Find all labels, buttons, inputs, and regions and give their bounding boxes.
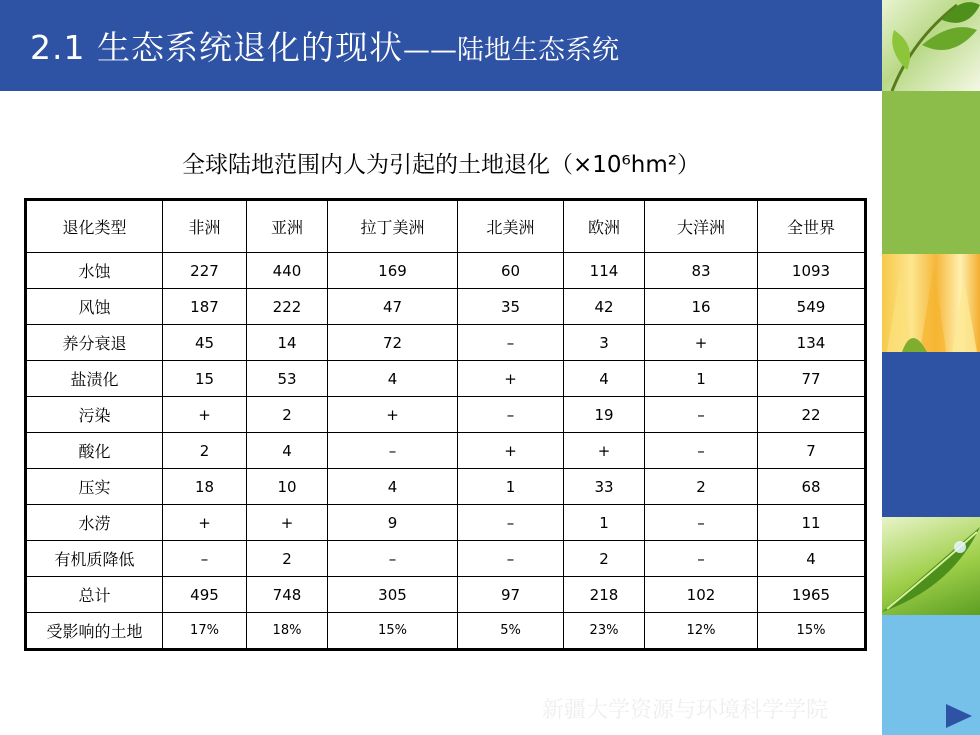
table-cell: 16 [645, 289, 758, 325]
slide-title-dash: —— [402, 35, 457, 66]
row-label: 酸化 [26, 433, 163, 469]
table-cell: 15 [163, 361, 247, 397]
table-cell: – [458, 505, 564, 541]
table-cell: 10 [247, 469, 328, 505]
table-cell: 53 [247, 361, 328, 397]
table-cell: + [458, 361, 564, 397]
table-cell: 2 [564, 541, 645, 577]
table-cell: 18 [163, 469, 247, 505]
table-cell: 72 [328, 325, 458, 361]
table-cell: – [458, 397, 564, 433]
row-label: 有机质降低 [26, 541, 163, 577]
table-cell: 7 [758, 433, 866, 469]
table-row [26, 361, 866, 397]
table-cell: 68 [758, 469, 866, 505]
table-cell: + [163, 397, 247, 433]
table-cell: 1 [645, 361, 758, 397]
table-cell: 23% [564, 613, 645, 650]
table-row [26, 289, 866, 325]
flower-photo [882, 254, 980, 352]
table-cell: 102 [645, 577, 758, 613]
table-cell: + [645, 325, 758, 361]
table-cell: 227 [163, 253, 247, 289]
table-cell: 22 [758, 397, 866, 433]
table-cell: 1965 [758, 577, 866, 613]
table-cell: 14 [247, 325, 328, 361]
table-cell: 1093 [758, 253, 866, 289]
column-header: 退化类型 [26, 200, 163, 253]
table-cell: 4 [247, 433, 328, 469]
table-row [26, 325, 866, 361]
row-label: 风蚀 [26, 289, 163, 325]
table-cell: 77 [758, 361, 866, 397]
table-row [26, 541, 866, 577]
table-cell: + [247, 505, 328, 541]
table-row [26, 469, 866, 505]
row-label: 污染 [26, 397, 163, 433]
table-cell: – [458, 541, 564, 577]
table-cell: + [328, 397, 458, 433]
blue-block [882, 352, 980, 517]
column-header: 大洋洲 [645, 200, 758, 253]
table-cell: 5% [458, 613, 564, 650]
row-label: 养分衰退 [26, 325, 163, 361]
table-caption: 全球陆地范围内人为引起的土地退化（×10⁶hm²） [182, 152, 700, 178]
table-cell: 549 [758, 289, 866, 325]
table-cell: – [458, 325, 564, 361]
table-cell: 47 [328, 289, 458, 325]
table-cell: 748 [247, 577, 328, 613]
table-cell: 4 [564, 361, 645, 397]
table-cell: 97 [458, 577, 564, 613]
row-label: 盐渍化 [26, 361, 163, 397]
table-cell: 2 [163, 433, 247, 469]
table-cell: – [163, 541, 247, 577]
row-label: 总计 [26, 577, 163, 613]
row-label: 水涝 [26, 505, 163, 541]
table-cell: – [645, 397, 758, 433]
table-cell: 33 [564, 469, 645, 505]
table-cell: 83 [645, 253, 758, 289]
table-cell: – [645, 505, 758, 541]
table-cell: 218 [564, 577, 645, 613]
table-cell: 305 [328, 577, 458, 613]
land-degradation-table [24, 198, 867, 651]
table-cell: 42 [564, 289, 645, 325]
column-header: 北美洲 [458, 200, 564, 253]
table-row [26, 253, 866, 289]
row-label: 受影响的土地 [26, 613, 163, 650]
title-bar [0, 0, 882, 91]
table-cell: 1 [564, 505, 645, 541]
table-cell: 19 [564, 397, 645, 433]
table-cell: 35 [458, 289, 564, 325]
table-cell: – [328, 541, 458, 577]
table-cell: 18% [247, 613, 328, 650]
row-label: 压实 [26, 469, 163, 505]
column-header: 亚洲 [247, 200, 328, 253]
table-cell: 114 [564, 253, 645, 289]
next-arrow-icon[interactable] [946, 704, 972, 728]
table-cell: 134 [758, 325, 866, 361]
table-cell: + [163, 505, 247, 541]
slide-title-sub: 陆地生态系统 [456, 35, 619, 66]
slide-title [30, 22, 619, 69]
table-cell: 2 [247, 541, 328, 577]
column-header: 拉丁美洲 [328, 200, 458, 253]
table-cell: – [645, 541, 758, 577]
row-label: 水蚀 [26, 253, 163, 289]
table-cell: 495 [163, 577, 247, 613]
table-cell: 2 [645, 469, 758, 505]
table-cell: 12% [645, 613, 758, 650]
slide-title-main: 2.1 生态系统退化的现状 [30, 28, 403, 67]
table-cell: 4 [328, 469, 458, 505]
table-cell: 187 [163, 289, 247, 325]
table-cell: 4 [758, 541, 866, 577]
table-cell: 3 [564, 325, 645, 361]
table-row [26, 505, 866, 541]
column-header: 欧洲 [564, 200, 645, 253]
table-cell: 15% [328, 613, 458, 650]
table-row [26, 433, 866, 469]
table-cell: 45 [163, 325, 247, 361]
table-row [26, 397, 866, 433]
column-header: 全世界 [758, 200, 866, 253]
table-cell: 15% [758, 613, 866, 650]
table-cell: – [328, 433, 458, 469]
table-cell: 9 [328, 505, 458, 541]
footer-institution: 新疆大学资源与环境科学学院 [542, 698, 829, 723]
table-cell: + [458, 433, 564, 469]
leaf-photo-top [882, 0, 980, 91]
table-cell: 11 [758, 505, 866, 541]
table-cell: 17% [163, 613, 247, 650]
table-cell: 4 [328, 361, 458, 397]
leaf-drop-photo [882, 517, 980, 615]
table-cell: 2 [247, 397, 328, 433]
table-cell: 1 [458, 469, 564, 505]
table-cell: 222 [247, 289, 328, 325]
table-cell: 60 [458, 253, 564, 289]
table-cell: 169 [328, 253, 458, 289]
column-header: 非洲 [163, 200, 247, 253]
green-block [882, 91, 980, 254]
table-cell: – [645, 433, 758, 469]
table-cell: + [564, 433, 645, 469]
table-row [26, 577, 866, 613]
table-row [26, 613, 866, 650]
table-cell: 440 [247, 253, 328, 289]
table-header-row [26, 200, 866, 253]
